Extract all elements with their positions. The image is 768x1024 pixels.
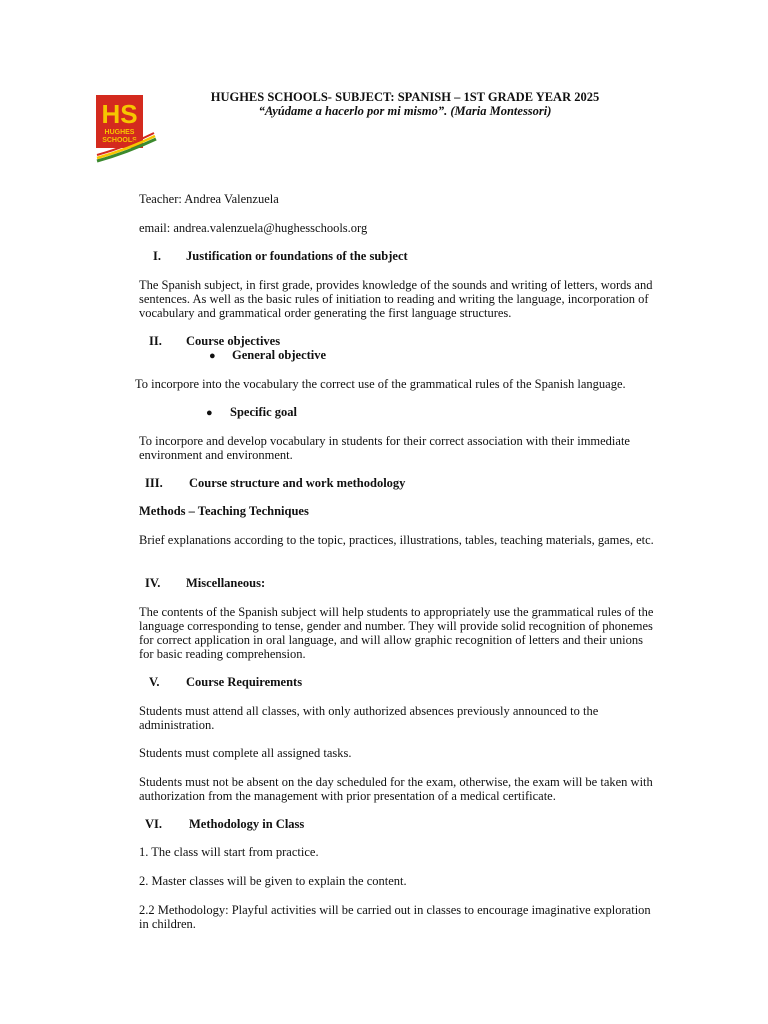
section-3-number: III. bbox=[145, 476, 163, 490]
section-4-number: IV. bbox=[145, 576, 161, 590]
methods-heading: Methods – Teaching Techniques bbox=[139, 504, 309, 518]
requirement-paragraph: Students must not be absent on the day scheduled for the exam, otherwise, the exam will be taken with authorization from the management with prior presentation of a medical certificate. bbox=[139, 775, 653, 803]
bullet-icon: ● bbox=[209, 350, 216, 362]
section-4-title: Miscellaneous: bbox=[186, 576, 266, 590]
section-1-title: Justification or foundations of the subject bbox=[186, 249, 408, 263]
section-5-title: Course Requirements bbox=[186, 675, 303, 689]
section-2-number: II. bbox=[149, 334, 162, 348]
section-6-number: VI. bbox=[145, 817, 163, 831]
section-1-number: I. bbox=[153, 249, 161, 263]
section-3-title: Course structure and work methodology bbox=[189, 476, 406, 490]
svg-text:HS: HS bbox=[101, 99, 138, 129]
bullet-icon: ● bbox=[206, 407, 213, 419]
specific-goal-label: Specific goal bbox=[230, 405, 298, 419]
specific-goal-text: To incorpore and develop vocabulary in students for their correct association with their immediate environment and environment. bbox=[139, 434, 630, 462]
general-objective-text: To incorpore into the vocabulary the correct use of the grammatical rules of the Spanish language. bbox=[135, 377, 626, 391]
section-5-number: V. bbox=[149, 675, 160, 689]
section-6-title: Methodology in Class bbox=[189, 817, 305, 831]
justification-paragraph: The Spanish subject, in first grade, provides knowledge of the sounds and writing of letters, words and sentences. As well as the basic rules of initiation to reading and writing the language, incorporation of vocabulary and grammatical order generating the first language structures. bbox=[139, 278, 653, 320]
methods-text: Brief explanations according to the topic, practices, illustrations, tables, teaching materials, games, etc. bbox=[139, 533, 654, 547]
methodology-item: 2. Master classes will be given to explain the content. bbox=[139, 874, 407, 888]
general-objective-label: General objective bbox=[232, 348, 327, 362]
teacher-line: Teacher: Andrea Valenzuela bbox=[139, 192, 279, 206]
requirement-paragraph: Students must complete all assigned tasks. bbox=[139, 746, 352, 760]
requirement-paragraph: Students must attend all classes, with only authorized absences previously announced to the administration. bbox=[139, 704, 599, 732]
document-title: HUGHES SCHOOLS- SUBJECT: SPANISH – 1ST GRADE YEAR 2025 bbox=[210, 90, 600, 104]
section-2-title: Course objectives bbox=[186, 334, 281, 348]
methodology-item: 1. The class will start from practice. bbox=[139, 845, 319, 859]
montessori-quote: “Ayúdame a hacerlo por mi mismo”. (Maria Montessori) bbox=[258, 104, 552, 118]
svg-text:SCHOOLS: SCHOOLS bbox=[102, 137, 137, 144]
email-line: email: andrea.valenzuela@hughesschools.org bbox=[139, 221, 368, 235]
miscellaneous-paragraph: The contents of the Spanish subject will help students to appropriately use the grammatical rules of the language corresponding to tense, gender and number. They will provide solid recognition of phonemes for correct application in oral language, and will allow graphic recognition of letters and their unions for basic reading comprehension. bbox=[139, 605, 654, 661]
svg-text:HUGHES: HUGHES bbox=[104, 129, 135, 136]
hughes-schools-logo bbox=[96, 95, 158, 163]
methodology-item: 2.2 Methodology: Playful activities will be carried out in classes to encourage imaginative exploration in children. bbox=[139, 903, 651, 931]
